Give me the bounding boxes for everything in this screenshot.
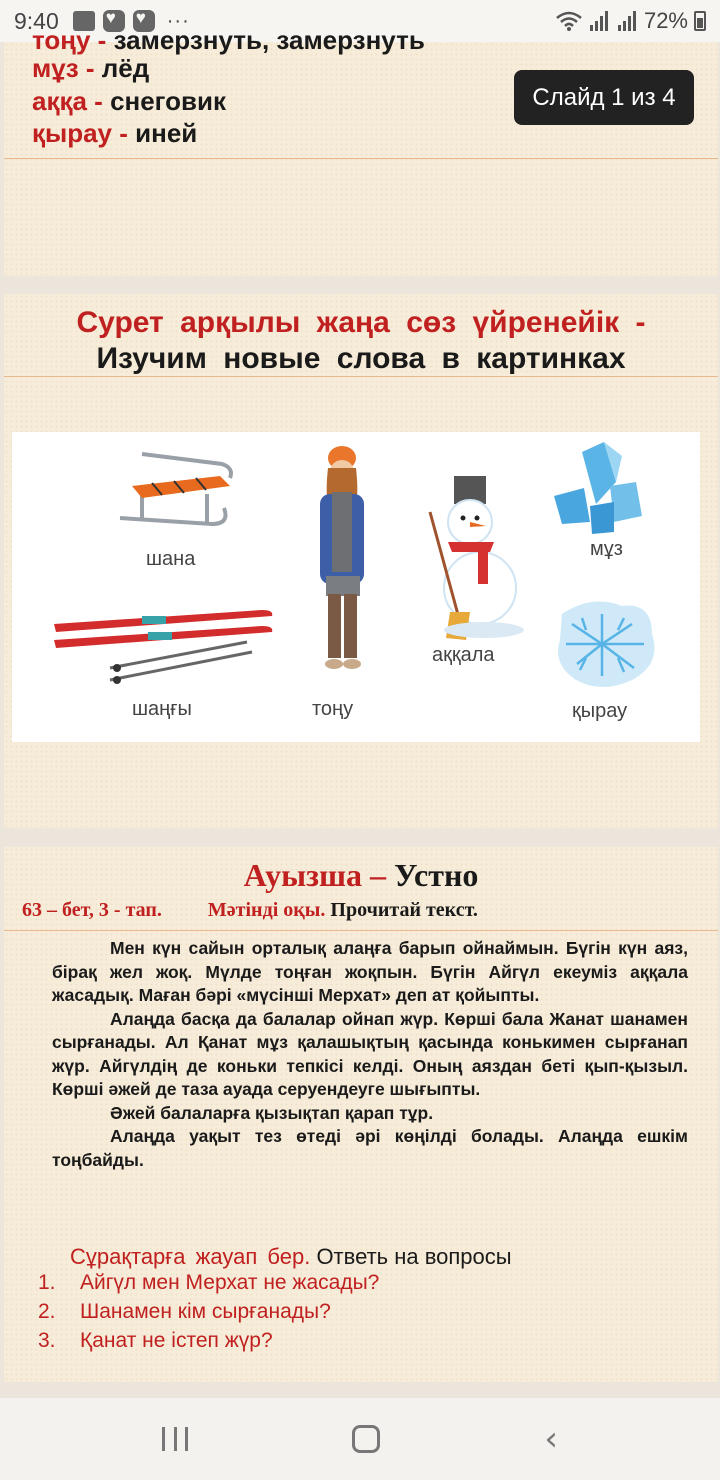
label-kyrau: қырау [572, 700, 628, 722]
more-notifications-icon: ··· [166, 9, 190, 32]
home-icon[interactable] [352, 1425, 380, 1453]
label-muz: мұз [590, 538, 623, 560]
read-instruction-kz: Мәтінді оқы. [207, 899, 326, 921]
divider [4, 376, 718, 377]
signal-icon-2 [616, 11, 638, 31]
signal-icon [588, 11, 610, 31]
slide-title: Ауызша – Устно [243, 857, 479, 893]
question-item: 1. Айгүл мен Мерхат не жасады? [38, 1271, 380, 1294]
recent-apps-icon[interactable] [162, 1427, 188, 1451]
vocab-row: тоңу - замерзнуть, замерзнуть [32, 25, 425, 55]
story-paragraph: Алаңда уақыт тез өтеді әрі көңілді болады. Алаңда ешкім тоңбайды. [52, 1126, 688, 1170]
question-item: 2. Шанамен кім сырғанады? [38, 1300, 331, 1323]
vocab-row: мұз - лёд [32, 53, 150, 83]
page-reference: 63 – бет, 3 - тап. [22, 899, 162, 921]
battery-percent: 72% [643, 8, 688, 33]
story-paragraph: Алаңда басқа да балалар ойнап жүр. Көрші бала Жанат шанамен сырғанады. Ал Қанат мұз қалашықтың қасында конькимен сырғанап жүр. Айгүлдің де коньки тепкісі келді. Оның аяздан беті қып-қызыл. Көрші әжей де таза ауада серуендеуге шығыпты. [52, 1008, 688, 1099]
story-paragraph: Әжей балаларға қызықтап қарап тұр. [110, 1102, 434, 1123]
story-paragraph: Мен күн сайын орталық алаңға барып ойнаймын. Бүгін күн аяз, бірақ жел жоқ. Мүлде тоңған жоқпын. Бүгін Айгүл екеуміз аққала жасадық. Маған бәрі «мүсінші Мерхат» деп ат қойыпты. [52, 938, 688, 1005]
question-item: 3. Қанат не істеп жүр? [38, 1329, 273, 1352]
story-text [52, 937, 688, 1172]
vocab-row: аққа - снеговик [32, 86, 227, 116]
status-time: 9:40 [14, 7, 59, 34]
frost-illustration [552, 594, 662, 694]
back-icon[interactable]: ‹ [544, 1419, 558, 1459]
skis-illustration [52, 602, 277, 687]
battery-icon [694, 11, 706, 31]
slide-title-kz: Сурет арқылы жаңа сөз үйренейік - [76, 306, 646, 339]
slide-2 [4, 294, 718, 828]
task-line [22, 899, 478, 922]
vocab-row: қырау - иней [32, 118, 198, 148]
freezing-girl-illustration [302, 444, 382, 676]
snowman-illustration [424, 472, 534, 642]
read-instruction-ru: Прочитай текст. [330, 899, 478, 921]
navigation-bar [0, 1398, 720, 1480]
vocabulary-picture [12, 432, 700, 742]
divider [4, 930, 718, 931]
slide-counter: Слайд 1 из 4 [514, 70, 694, 125]
status-right [556, 8, 706, 34]
questions-heading: Сұрақтарға жауап бер. Ответь на вопросы [70, 1244, 512, 1269]
label-shangy: шаңғы [132, 698, 192, 720]
slide-title-ru: Изучим новые слова в картинках [96, 342, 626, 375]
wifi-icon [556, 11, 582, 31]
divider [4, 158, 718, 159]
questions-list [38, 1271, 379, 1358]
label-tonu: тоңу [312, 698, 354, 720]
label-shana: шана [146, 548, 196, 570]
sled-illustration [112, 446, 237, 541]
ice-illustration [552, 442, 647, 537]
label-akkala: аққала [432, 644, 495, 666]
slide-3 [4, 847, 718, 1382]
